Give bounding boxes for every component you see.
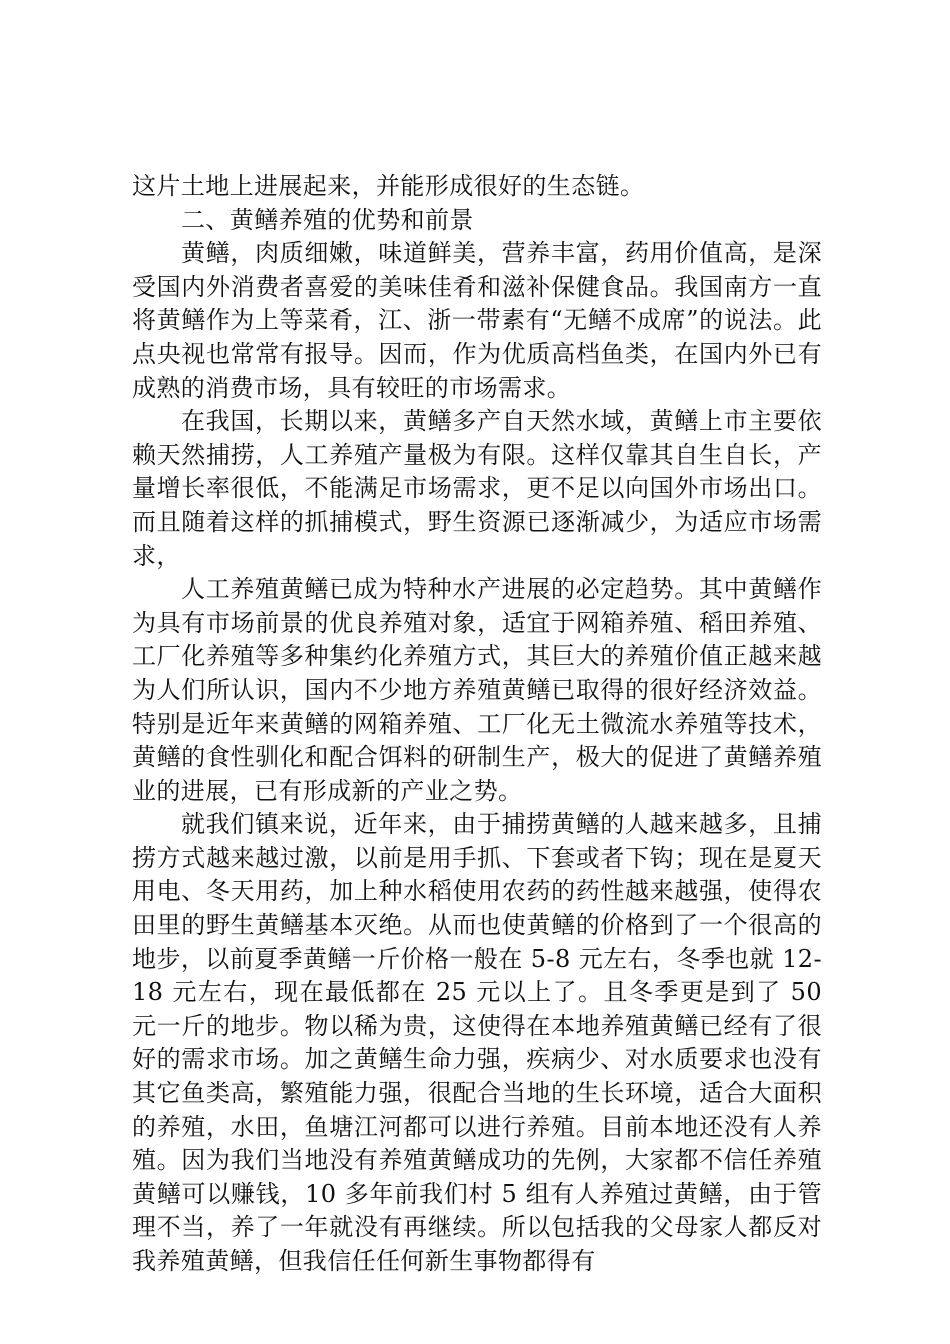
paragraph: 人工养殖黄鳝已成为特种水产进展的必定趋势。其中黄鳝作为具有市场前景的优良养殖对象，适宜于网箱养殖、稻田养殖、工厂化养殖等多种集约化养殖方式，其巨大的养殖价值正越来越为人们所认识，国内不少地方养殖黄鳝已取得的很好经济效益。特别是近年来黄鳝的网箱养殖、工厂化无土微流水养殖等技术，黄鳝的食性驯化和配合饵料的研制生产，极大的促进了黄鳝养殖业的进展，已有形成新的产业之势。 — [132, 575, 822, 805]
paragraph: 在我国，长期以来，黄鳝多产自天然水域，黄鳝上市主要依赖天然捕捞，人工养殖产量极为有限。这样仅靠其自生自长，产量增长率很低，不能满足市场需求，更不足以向国外市场出口。而且随着这样的抓捕模式，野生资源已逐渐减少，为适应市场需求， — [132, 407, 822, 570]
document-body — [132, 170, 822, 1279]
paragraph: 黄鳝，肉质细嫩，味道鲜美，营养丰富，药用价值高，是深受国内外消费者喜爱的美味佳肴和滋补保健食品。我国南方一直将黄鳝作为上等菜肴，江、浙一带素有“无鳝不成席”的说法。此点央视也常常有报导。因而，作为优质高档鱼类，在国内外已有成熟的消费市场，具有较旺的市场需求。 — [132, 239, 822, 402]
paragraph-continuation: 这片土地上进展起来，并能形成很好的生态链。 — [132, 172, 645, 200]
paragraph: 就我们镇来说，近年来，由于捕捞黄鳝的人越来越多，且捕捞方式越来越过激，以前是用手抓、下套或者下钩；现在是夏天用电、冬天用药，加上种水稻使用农药的药性越来越强，使得农田里的野生黄鳝基本灭绝。从而也使黄鳝的价格到了一个很高的地步，以前夏季黄鳝一斤价格一般在 5-8 元左右，冬季也就 12-18 元左右，现在最低都在 25 元以上了。且冬季更是到了 50 元一斤的地步。物以稀为贵，这使得在本地养殖黄鳝已经有了很好的需求市场。加之黄鳝生命力强，疾病少、对水质要求也没有其它鱼类高，繁殖能力强，很配合当地的生长环境，适合大面积的养殖，水田，鱼塘江河都可以进行养殖。目前本地还没有人养殖。因为我们当地没有养殖黄鳝成功的先例，大家都不信任养殖黄鳝可以赚钱，10 多年前我们村 5 组有人养殖过黄鳝，由于管理不当，养了一年就没有再继续。所以包括我的父母家人都反对我养殖黄鳝，但我信任任何新生事物都得有 — [132, 810, 822, 1275]
section-heading: 二、黄鳝养殖的优势和前景 — [181, 205, 474, 234]
